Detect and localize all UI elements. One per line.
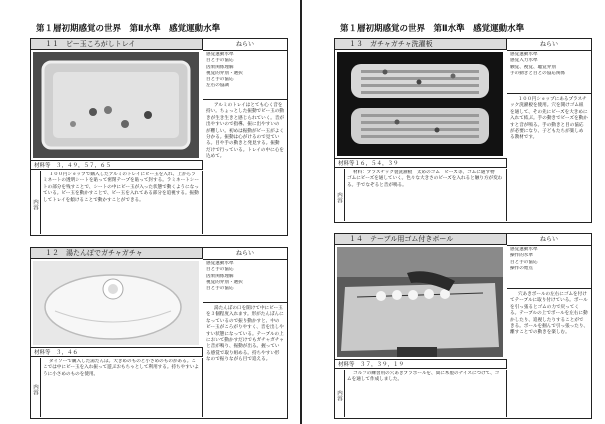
aim-item: 感覚入力水準 — [510, 58, 538, 64]
content-label: 内容 — [335, 169, 345, 221]
page-header: 第１層初期感覚の世界 第Ⅱ水準 感覚運動水準 — [340, 24, 525, 34]
aim-item: 感覚運動水準 — [510, 247, 538, 252]
washboard-photo — [337, 52, 503, 156]
card-title: １４ テーブル用ゴム付きボール — [335, 234, 507, 245]
materials-list: 材料等１６，５４，３９ — [335, 158, 507, 168]
aim-item: 操作的水準 — [510, 253, 533, 259]
materials-list: 材料等 ３，４９，５７，６５ — [31, 160, 203, 170]
aim-item: 因果関係理解 — [206, 273, 234, 279]
right-page — [312, 0, 602, 424]
aim-item: 手の動きと目との協応関係 — [510, 70, 566, 76]
aim-item: 視覚的弁別・選択 — [206, 279, 243, 285]
aim-item: 目と手の協応 — [206, 267, 234, 273]
materials-list: 材料等 ３，４６ — [31, 347, 203, 357]
aims-label: ねらい — [507, 39, 591, 51]
aims-label: ねらい — [203, 39, 287, 51]
aim-item: 目と手の協応 — [206, 58, 234, 64]
tray-photo — [33, 52, 199, 158]
materials-list: 材料等 ３７，３９，１９ — [335, 359, 507, 369]
activity-card-12 — [30, 247, 288, 419]
aims-list — [507, 245, 591, 289]
card-title: １３ ガチャガチャ洗濯板 — [335, 39, 507, 50]
card-description: アルミのトレイはとても心く音を持い。ちょっとした振動でビー玉の動きが生き生きと感じられていく。音が出やすいので指導、振に出やすいのが難しい。初めは振動がビー玉がよく分かる。振動は心がけるので見ている。目や手の動きと発見する。振動だけで行っている。トレイの中に心を込めて。 — [206, 103, 285, 160]
aim-item: 感覚運動水準 — [206, 52, 234, 57]
card-description: １００円ショップにあるプラスチック洗濯板を使用。穴を開けゴム紐を通して、その先にビーズを大きめに入れて結ぶ。手の動きでビーズを動かすと音が鳴る。手の動きと目の協応が必要になり、子どもたちが楽しめる教材です。 — [510, 97, 588, 141]
content-section — [335, 169, 507, 221]
page-divider — [300, 0, 302, 424]
content-label: 内容 — [335, 370, 345, 417]
aims-label: ねらい — [507, 234, 591, 246]
content-text: ダイソーで購入した湯たんぽ。大きめのものと小さめのものがある。ここでは中にビー玉を入れ振って遊ぶおもちゃとして利用する。持ちやすいように小さめのものを使用。 — [43, 359, 199, 377]
aim-item: 触覚、視覚、聴覚弁別 — [510, 64, 556, 70]
activity-card-11 — [30, 38, 288, 236]
aim-item: 感覚運動水準 — [510, 52, 538, 57]
aim-item: 目と手の協応 — [206, 77, 234, 83]
content-label: 内容 — [31, 358, 41, 417]
activity-card-13 — [334, 38, 592, 223]
content-section — [31, 171, 203, 234]
table-ball-photo — [337, 247, 503, 357]
card-title: １２ 湯たんぽでガチャガチャ — [31, 248, 203, 259]
aim-item: 左右の協調 — [206, 83, 229, 89]
aim-item: 目と手の協応 — [510, 259, 538, 265]
card-title: １１ ビー玉ころがしトレイ — [31, 39, 203, 50]
activity-card-14 — [334, 233, 592, 419]
card-description: 湯たんぽの口を開けて中にビー玉を３個程度入れます。形がたんぽんになっているので振り動かすと、中のビー玉がころがりやすく、音を出しやすい状態になっている。テーブルの上において動かすだけでもガチャガチャと音が鳴り、振動が出る。握っている感覚で取り組める。持ちやすい形なので振りながら目で追える。 — [206, 306, 284, 363]
aim-item: 視覚的弁別・選択 — [206, 70, 243, 76]
content-section — [335, 370, 507, 417]
content-section — [31, 358, 203, 417]
aim-item: 因果関係理解 — [206, 64, 234, 70]
page-header: 第１層初期感覚の世界 第Ⅱ水準 感覚運動水準 — [36, 24, 221, 34]
content-label: 内容 — [31, 171, 41, 234]
aim-item: 目と手の協応 — [206, 286, 234, 292]
content-text: 材料：プラスチック製洗濯板 太めのゴム ビーズ等、ゴムに通す物 ゴムにビーズを通していく。色々な大きさのビーズを入れると触り方が変わる。手でなぞると音が鳴る。 — [347, 170, 503, 188]
aims-list — [203, 259, 287, 303]
left-page — [8, 0, 298, 424]
content-text: ゴルフの練習用の穴あきプラボールを、間に木製のナイスにつけて、ゴムを通して作成しました。 — [347, 371, 500, 383]
aims-list — [507, 50, 591, 94]
card-description: 穴あきボールの左右にゴムを付けてテーブルに取り付けている。ボールを引っ張るとゴムの力で戻ってくる。テーブルの上でボールを左右に動かしたり、追視したりすることができる。ボールを掴んで引っ張ったり、離すことでの動きを楽しむ。 — [510, 292, 589, 336]
aims-label: ねらい — [203, 248, 287, 260]
hot-water-bottle-photo — [33, 261, 199, 345]
content-text: １００円ショップで購入したアルミのトレイにビー玉を入れ、上からラミネートの透明シートを貼って密閉テープを貼って封する。ラミネートシートの部分を残すことで、シートの中にビー玉が入った状態で動くようになっている。ビー玉を動かすことで、ビー玉を入れてある部分を追視する。振動してトレイを傾けることで動かすことができる。 — [43, 172, 199, 203]
aims-list — [203, 50, 287, 100]
aim-item: 感覚運動水準 — [206, 261, 234, 266]
aim-item: 操作の始点 — [510, 265, 533, 271]
